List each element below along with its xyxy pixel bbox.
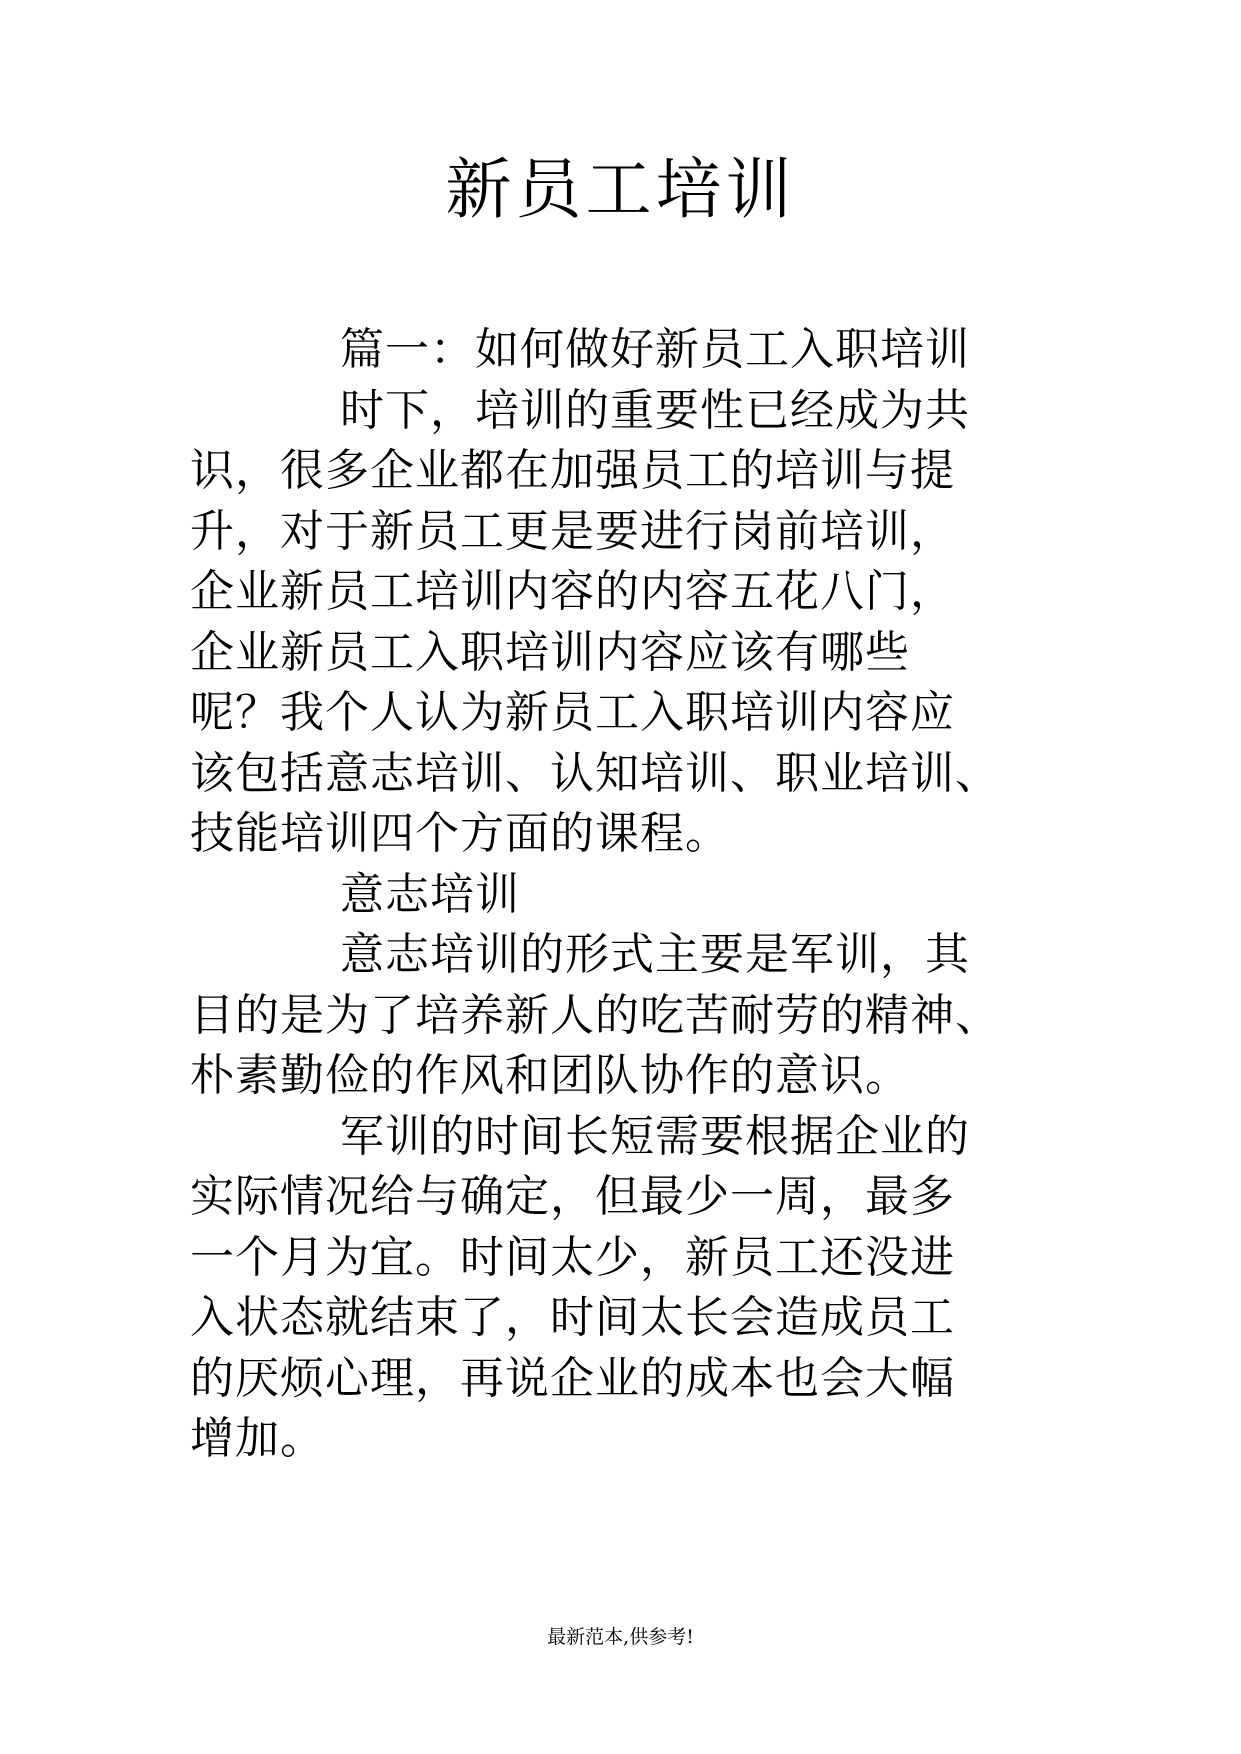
paragraph-line: 实际情况给与确定，但最少一周，最多	[190, 1171, 955, 1222]
paragraph-line: 呢？我个人认为新员工入职培训内容应	[190, 687, 955, 738]
paragraph-line: 企业新员工入职培训内容应该有哪些	[190, 626, 910, 678]
paragraph-line: 升，对于新员工更是要进行岗前培训，	[190, 505, 955, 557]
subheading: 意志培训	[340, 868, 520, 920]
paragraph-line: 识，很多企业都在加强员工的培训与提	[190, 445, 955, 496]
paragraph-line: 的厌烦心理，再说企业的成本也会大幅	[190, 1352, 955, 1404]
document-body	[190, 320, 1070, 1470]
section-heading: 篇一：如何做好新员工入职培训	[340, 324, 970, 375]
paragraph-line: 目的是为了培养新人的吃苦耐劳的精神、	[190, 989, 1000, 1041]
paragraph-line: 增加。	[190, 1413, 325, 1464]
paragraph-line: 意志培训的形式主要是军训，其	[340, 929, 970, 980]
paragraph-line: 一个月为宜。时间太少，新员工还没进	[190, 1231, 955, 1283]
paragraph-line: 该包括意志培训、认知培训、职业培训、	[190, 747, 1000, 799]
document-title: 新员工培训	[445, 151, 796, 228]
paragraph-line: 企业新员工培训内容的内容五花八门，	[190, 566, 955, 617]
paragraph-line: 军训的时间长短需要根据企业的	[340, 1110, 970, 1162]
paragraph-line: 技能培训四个方面的课程。	[190, 808, 730, 859]
page-footer: 最新范本,供参考!	[547, 1626, 694, 1648]
paragraph-line: 朴素勤俭的作风和团队协作的意识。	[190, 1050, 910, 1101]
paragraph-line: 入状态就结束了，时间太长会造成员工	[190, 1292, 955, 1343]
paragraph-line: 时下，培训的重要性已经成为共	[340, 384, 970, 436]
